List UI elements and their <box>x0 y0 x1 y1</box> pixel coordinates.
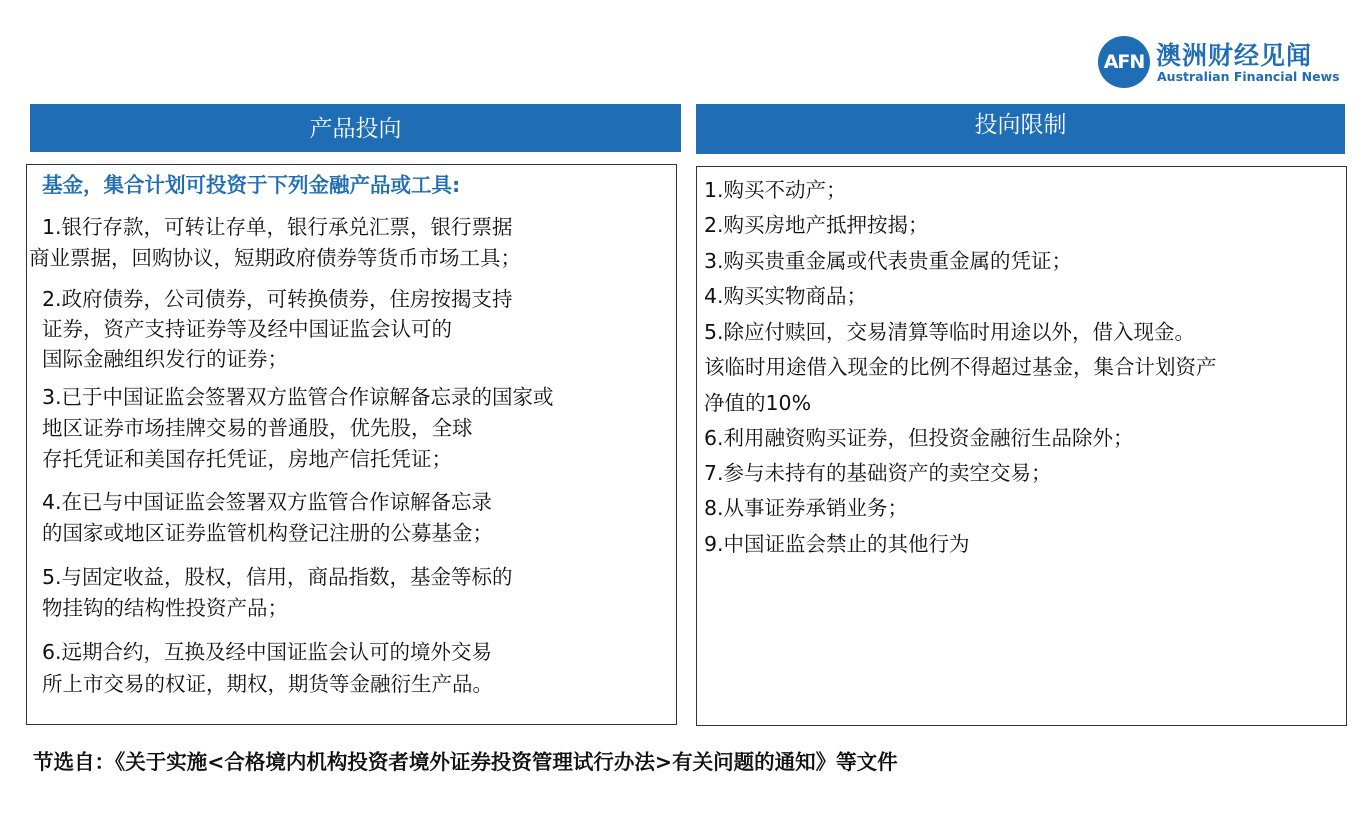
list-line: 地区证券市场挂牌交易的普通股，优先股，全球 <box>42 416 473 440</box>
afn-logo <box>1098 34 1338 90</box>
list-line: 4.在已与中国证监会签署双方监管合作谅解备忘录 <box>42 490 493 514</box>
list-line: 物挂钩的结构性投资产品； <box>42 596 288 620</box>
logo-name-english: Australian Financial News <box>1157 69 1340 84</box>
list-line: 所上市交易的权证，期权，期货等金融衍生产品。 <box>42 672 493 696</box>
list-line: 2.政府债券，公司债券，可转换债券，住房按揭支持 <box>42 287 513 311</box>
list-line: 9.中国证监会禁止的其他行为 <box>704 532 970 556</box>
list-line: 6.利用融资购买证券，但投资金融衍生品除外； <box>704 426 1134 450</box>
list-line: 1.购买不动产； <box>704 178 847 202</box>
list-line: 2.购买房地产抵押按揭； <box>704 213 929 237</box>
list-line: 的国家或地区证券监管机构登记注册的公募基金； <box>42 521 493 545</box>
list-line: 证券，资产支持证券等及经中国证监会认可的 <box>42 317 452 341</box>
source-note: 节选自：《关于实施<合格境内机构投资者境外证券投资管理试行办法>有关问题的通知》等文件 <box>33 750 898 774</box>
list-line: 净值的10% <box>704 391 812 415</box>
logo-name-chinese: 澳洲财经见闻 <box>1156 41 1313 70</box>
list-line: 3.已于中国证监会签署双方监管合作谅解备忘录的国家或 <box>42 385 554 409</box>
list-line: 国际金融组织发行的证券； <box>42 347 288 371</box>
afn-logo-mark: AFN <box>1098 36 1150 88</box>
list-line: 8.从事证券承销业务； <box>704 496 909 520</box>
list-line: 5.与固定收益，股权，信用，商品指数，基金等标的 <box>42 565 513 589</box>
list-line: 商业票据，回购协议，短期政府债券等货币市场工具； <box>29 246 521 270</box>
list-line: 该临时用途借入现金的比例不得超过基金，集合计划资产 <box>704 355 1217 379</box>
list-line: 5.除应付赎回，交易清算等临时用途以外，借入现金。 <box>704 320 1196 344</box>
list-line: 4.购买实物商品； <box>704 284 868 308</box>
list-line: 3.购买贵重金属或代表贵重金属的凭证； <box>704 249 1073 273</box>
list-line: 1.银行存款，可转让存单，银行承兑汇票，银行票据 <box>42 215 513 239</box>
list-line: 7.参与未持有的基础资产的卖空交易； <box>704 461 1052 485</box>
list-line: 6.远期合约，互换及经中国证监会认可的境外交易 <box>42 640 493 664</box>
left-panel-intro: 基金，集合计划可投资于下列金融产品或工具: <box>42 173 461 197</box>
left-panel-title: 产品投向 <box>30 104 681 152</box>
list-line: 存托凭证和美国存托凭证，房地产信托凭证； <box>42 447 452 471</box>
right-panel-title: 投向限制 <box>696 104 1345 154</box>
